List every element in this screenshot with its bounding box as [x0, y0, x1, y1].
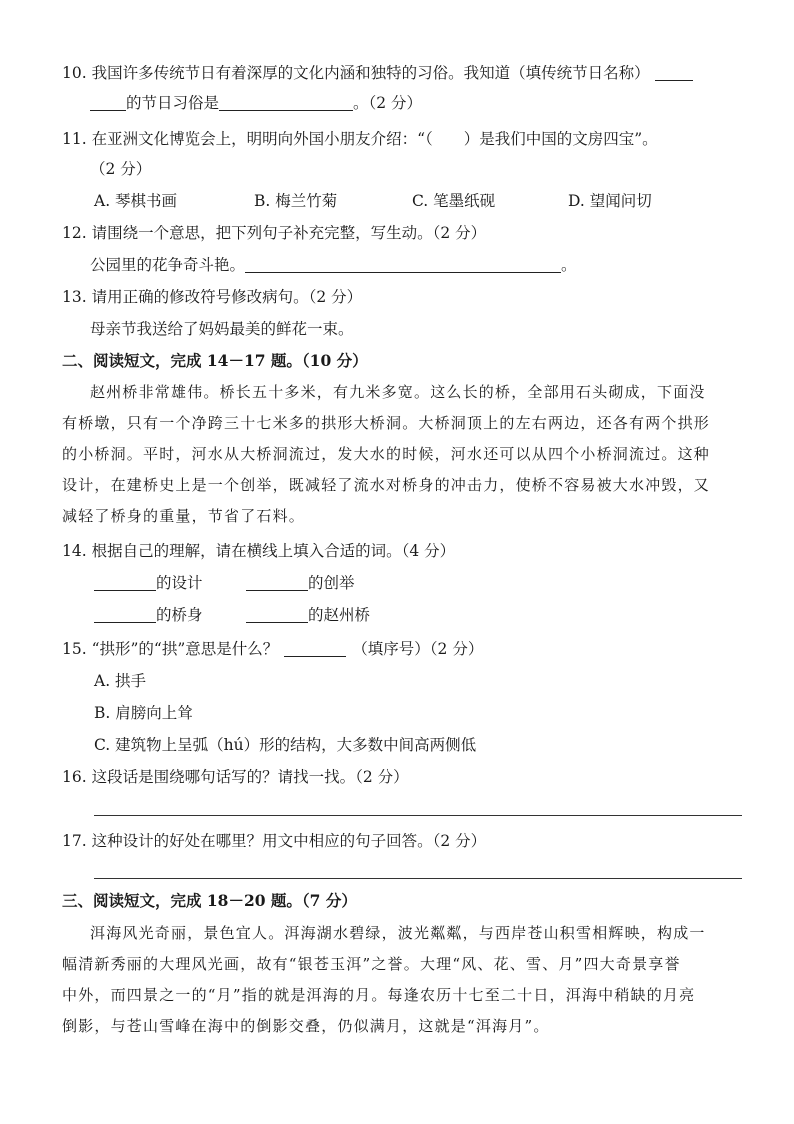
section2-passage-line: 的小桥洞。平时，河水从大桥洞流过，发大水的时候，河水还可以从四个小桥洞流过。这种 — [62, 445, 711, 463]
q11-line2: （2 分） — [90, 160, 152, 178]
section2-passage-line: 减轻了桥身的重量，节省了石料。 — [62, 507, 306, 525]
q11-option-b[interactable]: B. 梅兰竹菊 — [254, 192, 338, 210]
q13-line2: 母亲节我送给了妈妈最美的鲜花一束。 — [90, 320, 354, 338]
section3-heading: 三、阅读短文，完成 18－20 题。（7 分） — [62, 891, 357, 910]
q17-answer-line[interactable] — [94, 878, 742, 879]
q14-blank-3[interactable] — [94, 606, 156, 623]
q15-option-a[interactable]: A. 拱手 — [94, 672, 147, 690]
section2-passage-line: 设计，在建桥史上是一个创举，既减轻了流水对桥身的冲击力，使桥不容易被大水冲毁，又 — [62, 476, 711, 494]
q14-item-4: 的赵州桥 — [246, 604, 370, 626]
section3-passage-line: 洱海风光奇丽，景色宜人。洱海湖水碧绿，波光粼粼，与西岸苍山积雪相辉映，构成一 — [90, 924, 706, 942]
q16-line1: 16. 这段话是围绕哪句话写的？请找一找。（2 分） — [62, 768, 409, 786]
section3-passage-line: 幅清新秀丽的大理风光画，故有“银苍玉洱”之誉。大理“风、花、雪、月”四大奇景享誉 — [62, 955, 681, 973]
q17-line1: 17. 这种设计的好处在哪里？用文中相应的句子回答。（2 分） — [62, 832, 487, 850]
q11-option-c[interactable]: C. 笔墨纸砚 — [412, 192, 496, 210]
section3-passage-line: 中外，而四景之一的“月”指的就是洱海的月。每逢农历十七至二十日，洱海中稍缺的月亮 — [62, 986, 696, 1004]
q12-line2: 公园里的花争奇斗艳。 。 — [90, 256, 577, 274]
q15-option-c[interactable]: C. 建筑物上呈弧（hú）形的结构，大多数中间高两侧低 — [94, 736, 477, 754]
q13-line1: 13. 请用正确的修改符号修改病句。（2 分） — [62, 288, 363, 306]
section3-passage-line: 倒影，与苍山雪峰在海中的倒影交叠，仍似满月，这就是“洱海月”。 — [62, 1017, 550, 1035]
q14-blank-1[interactable] — [94, 574, 156, 591]
q14-blank-2[interactable] — [246, 574, 308, 591]
section2-passage-line: 赵州桥非常雄伟。桥长五十多米，有九米多宽。这么长的桥，全部用石头砌成，下面没 — [90, 383, 706, 401]
q10-blank-3[interactable] — [219, 94, 353, 111]
q12-blank[interactable] — [245, 256, 561, 273]
q14-item-2: 的创举 — [246, 572, 355, 594]
q10-line2: 的节日习俗是 。（2 分） — [90, 92, 422, 114]
q12-line1: 12. 请围绕一个意思，把下列句子补充完整，写生动。（2 分） — [62, 224, 487, 242]
q11-line1: 11. 在亚洲文化博览会上，明明向外国小朋友介绍：“（ ）是我们中国的文房四宝”。 — [62, 130, 658, 148]
q14-blank-4[interactable] — [246, 606, 308, 623]
q15-line1: 15. “拱形”的“拱”意思是什么？ （填序号）（2 分） — [62, 640, 484, 658]
section2-heading: 二、阅读短文，完成 14－17 题。（10 分） — [62, 351, 368, 370]
q14-line1: 14. 根据自己的理解，请在横线上填入合适的词。（4 分） — [62, 542, 456, 560]
q15-option-b[interactable]: B. 肩膀向上耸 — [94, 704, 193, 722]
q15-blank[interactable] — [284, 640, 346, 657]
q10-blank-2[interactable] — [90, 94, 126, 111]
q14-item-3: 的桥身 — [94, 604, 203, 626]
q11-option-a[interactable]: A. 琴棋书画 — [94, 192, 178, 210]
q10-line1: 10. 我国许多传统节日有着深厚的文化内涵和独特的习俗。我知道（填传统节日名称） — [62, 62, 693, 84]
q11-option-d[interactable]: D. 望闻问切 — [568, 192, 652, 210]
q14-item-1: 的设计 — [94, 572, 203, 594]
q10-blank-1[interactable] — [655, 64, 693, 81]
section2-passage-line: 有桥墩，只有一个净跨三十七米多的拱形大桥洞。大桥洞顶上的左右两边，还各有两个拱形 — [62, 414, 711, 432]
q16-answer-line[interactable] — [94, 815, 742, 816]
